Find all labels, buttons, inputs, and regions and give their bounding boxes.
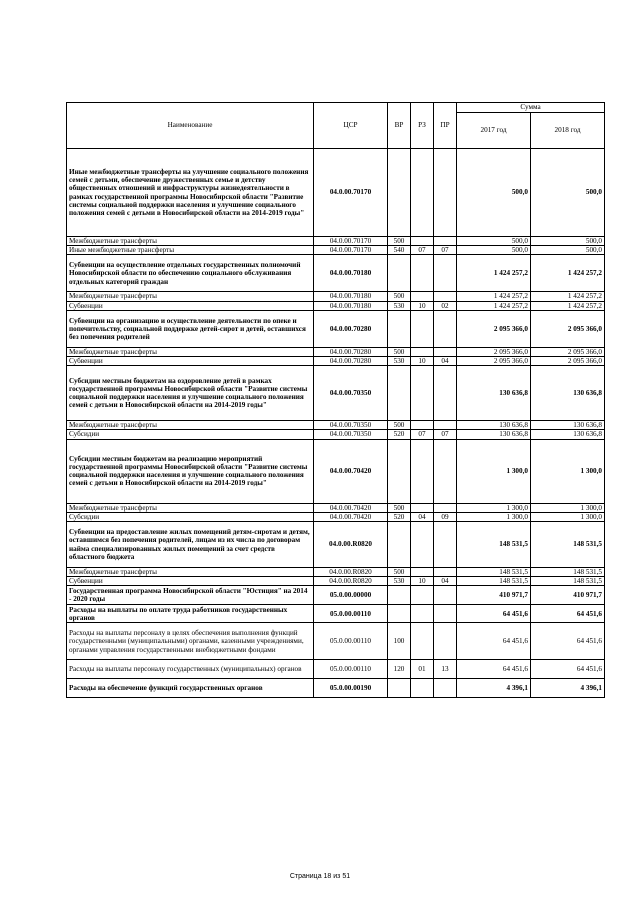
table-row [67,310,605,347]
cell-y2017: 1 424 257,2 [457,255,531,292]
table-row [67,255,605,292]
cell-pr [434,679,457,698]
cell-name: Субвенции [67,357,314,366]
cell-pr [434,292,457,301]
cell-name: Государственная программа Новосибирской области "Юстиция" на 2014 - 2020 годы [67,586,314,605]
cell-rz [411,310,434,347]
table-row [67,246,605,255]
cell-vr: 120 [388,660,411,679]
table-row [67,586,605,605]
cell-csr: 04.0.00.R0820 [314,522,388,568]
table-row [67,522,605,568]
cell-name: Субсидии местным бюджетам на оздоровление детей в рамках государственной программы Новосибирской области "Развитие системы социальной поддержки населения и улучшение социального положения семей с детьми в Новосибирской области на 2014-2019 годы" [67,366,314,421]
cell-csr: 04.0.00.70350 [314,421,388,430]
cell-pr: 07 [434,430,457,439]
cell-csr: 04.0.00.70170 [314,149,388,237]
cell-vr: 100 [388,623,411,660]
header-pr: ПР [434,103,457,149]
cell-vr [388,149,411,237]
cell-y2017: 64 451,6 [457,660,531,679]
table-row [67,421,605,430]
cell-rz [411,605,434,623]
cell-pr [434,237,457,246]
cell-rz: 04 [411,512,434,521]
cell-vr: 500 [388,347,411,356]
cell-y2017: 1 300,0 [457,503,531,512]
cell-y2017: 130 636,8 [457,430,531,439]
cell-name: Межбюджетные трансферты [67,503,314,512]
cell-y2017: 148 531,5 [457,577,531,586]
cell-y2018: 1 300,0 [531,512,605,521]
cell-y2018: 410 971,7 [531,586,605,605]
cell-pr [434,568,457,577]
cell-vr: 530 [388,577,411,586]
cell-y2017: 148 531,5 [457,522,531,568]
cell-pr [434,366,457,421]
cell-csr: 05.0.00.00110 [314,605,388,623]
cell-y2017: 1 424 257,2 [457,301,531,310]
cell-csr: 04.0.00.R0820 [314,568,388,577]
cell-csr: 04.0.00.70350 [314,430,388,439]
cell-name: Субвенции [67,577,314,586]
cell-y2017: 148 531,5 [457,568,531,577]
table-row [67,301,605,310]
cell-csr: 05.0.00.00110 [314,623,388,660]
cell-y2017: 130 636,8 [457,366,531,421]
cell-rz [411,237,434,246]
cell-vr: 500 [388,292,411,301]
header-sum: Сумма [457,103,605,113]
cell-y2018: 148 531,5 [531,568,605,577]
cell-csr: 05.0.00.00190 [314,679,388,698]
cell-rz: 01 [411,660,434,679]
cell-vr: 500 [388,568,411,577]
cell-rz: 10 [411,357,434,366]
cell-csr: 04.0.00.70280 [314,347,388,356]
cell-rz [411,366,434,421]
cell-rz [411,522,434,568]
cell-csr: 04.0.00.70180 [314,255,388,292]
cell-y2017: 2 095 366,0 [457,347,531,356]
cell-rz: 07 [411,430,434,439]
cell-pr [434,421,457,430]
cell-y2017: 130 636,8 [457,421,531,430]
cell-y2017: 2 095 366,0 [457,357,531,366]
cell-name: Расходы на обеспечение функций государственных органов [67,679,314,698]
cell-csr: 04.0.00.70180 [314,292,388,301]
cell-rz [411,623,434,660]
cell-name: Межбюджетные трансферты [67,568,314,577]
cell-y2018: 500,0 [531,149,605,237]
table-row [67,149,605,237]
cell-rz [411,347,434,356]
cell-y2018: 1 300,0 [531,439,605,503]
cell-y2017: 1 300,0 [457,439,531,503]
table-row [67,568,605,577]
cell-vr [388,310,411,347]
cell-csr: 04.0.00.R0820 [314,577,388,586]
cell-y2018: 148 531,5 [531,577,605,586]
cell-pr: 04 [434,577,457,586]
cell-name: Иные межбюджетные трансферты на улучшение социального положения семей с детьми, обеспечение дружественных семье и детству общественных отношений и инфраструктуры жизнедеятельности в рамках государственной программы Новосибирской области "Развитие системы социальной поддержки населения и улучшение социального положения семей с детьми в Новосибирской области на 2014-2019 годы" [67,149,314,237]
cell-pr [434,623,457,660]
cell-csr: 04.0.00.70420 [314,512,388,521]
cell-y2018: 2 095 366,0 [531,357,605,366]
cell-name: Субвенции на осуществление отдельных государственных полномочий Новосибирской области по обеспечению социального обслуживания отдельных категорий граждан [67,255,314,292]
cell-y2017: 500,0 [457,149,531,237]
table-row [67,292,605,301]
cell-y2018: 500,0 [531,237,605,246]
table-row [67,503,605,512]
cell-vr: 530 [388,357,411,366]
cell-name: Межбюджетные трансферты [67,292,314,301]
cell-y2017: 2 095 366,0 [457,310,531,347]
cell-name: Межбюджетные трансферты [67,237,314,246]
cell-name: Субвенции на предоставление жилых помещений детям-сиротам и детям, оставшимся без попечения родителей, лицам из их числа по договорам найма специализированных жилых помещений за счет средств областного бюджета [67,522,314,568]
cell-y2018: 130 636,8 [531,430,605,439]
cell-csr: 04.0.00.70420 [314,439,388,503]
cell-y2018: 2 095 366,0 [531,347,605,356]
cell-vr [388,586,411,605]
header-2017: 2017 год [457,113,531,149]
cell-csr: 04.0.00.70420 [314,503,388,512]
cell-pr [434,439,457,503]
cell-rz: 10 [411,301,434,310]
cell-y2017: 4 396,1 [457,679,531,698]
cell-vr: 530 [388,301,411,310]
cell-rz [411,568,434,577]
cell-rz [411,503,434,512]
cell-pr [434,605,457,623]
header-rz: РЗ [411,103,434,149]
cell-name: Расходы на выплаты персоналу государственных (муниципальных) органов [67,660,314,679]
cell-pr [434,503,457,512]
cell-csr: 04.0.00.70280 [314,357,388,366]
cell-name: Расходы на выплаты по оплате труда работников государственных органов [67,605,314,623]
cell-name: Расходы на выплаты персоналу в целях обеспечения выполнения функций государственными (муниципальными) органами, казенными учреждениями, органами управления государственными внебюджетными фондами [67,623,314,660]
page-number: Страница 18 из 51 [289,873,351,880]
cell-rz [411,421,434,430]
cell-vr: 540 [388,246,411,255]
cell-y2018: 148 531,5 [531,522,605,568]
cell-csr: 05.0.00.00000 [314,586,388,605]
cell-rz [411,439,434,503]
table-body [67,149,605,698]
cell-vr [388,522,411,568]
table-row [67,577,605,586]
cell-y2018: 1 424 257,2 [531,255,605,292]
cell-y2018: 130 636,8 [531,366,605,421]
cell-pr: 13 [434,660,457,679]
cell-vr: 520 [388,430,411,439]
cell-name: Межбюджетные трансферты [67,421,314,430]
cell-y2017: 1 424 257,2 [457,292,531,301]
cell-vr [388,255,411,292]
cell-pr [434,586,457,605]
table-row [67,430,605,439]
cell-pr [434,522,457,568]
cell-csr: 04.0.00.70350 [314,366,388,421]
cell-y2018: 64 451,6 [531,660,605,679]
cell-y2018: 1 300,0 [531,503,605,512]
cell-pr [434,255,457,292]
cell-rz: 07 [411,246,434,255]
cell-name: Субвенции [67,301,314,310]
cell-name: Межбюджетные трансферты [67,347,314,356]
cell-y2018: 1 424 257,2 [531,301,605,310]
cell-vr: 500 [388,421,411,430]
table-row [67,679,605,698]
table-header-row [67,103,605,113]
cell-rz [411,149,434,237]
cell-vr [388,366,411,421]
cell-y2017: 500,0 [457,246,531,255]
table-row [67,623,605,660]
table-row [67,660,605,679]
table-row [67,366,605,421]
cell-pr: 02 [434,301,457,310]
header-2018: 2018 год [531,113,605,149]
cell-vr [388,439,411,503]
cell-pr [434,347,457,356]
table-row [67,237,605,246]
cell-csr: 05.0.00.00110 [314,660,388,679]
table-row [67,605,605,623]
cell-name: Субвенции на организацию и осуществление деятельности по опеке и попечительству, социальной поддержке детей-сирот и детей, оставшихся без попечения родителей [67,310,314,347]
cell-y2017: 1 300,0 [457,512,531,521]
cell-y2017: 64 451,6 [457,605,531,623]
cell-y2017: 500,0 [457,237,531,246]
budget-table [66,102,605,698]
cell-pr: 09 [434,512,457,521]
cell-y2018: 2 095 366,0 [531,310,605,347]
cell-pr [434,310,457,347]
cell-vr: 520 [388,512,411,521]
cell-csr: 04.0.00.70280 [314,310,388,347]
cell-rz [411,679,434,698]
cell-vr [388,679,411,698]
cell-y2018: 4 396,1 [531,679,605,698]
cell-name: Субсидии [67,512,314,521]
cell-name: Иные межбюджетные трансферты [67,246,314,255]
header-name: Наименование [67,103,314,149]
header-csr: ЦСР [314,103,388,149]
cell-name: Субсидии [67,430,314,439]
cell-pr: 07 [434,246,457,255]
cell-csr: 04.0.00.70170 [314,246,388,255]
cell-y2018: 1 424 257,2 [531,292,605,301]
cell-rz: 10 [411,577,434,586]
cell-vr [388,605,411,623]
cell-y2018: 500,0 [531,246,605,255]
table-row [67,347,605,356]
cell-rz [411,255,434,292]
budget-table-container [66,102,604,698]
cell-y2018: 130 636,8 [531,421,605,430]
cell-y2017: 64 451,6 [457,623,531,660]
cell-rz [411,292,434,301]
cell-pr: 04 [434,357,457,366]
cell-rz [411,586,434,605]
table-row [67,512,605,521]
header-vr: ВР [388,103,411,149]
cell-y2017: 410 971,7 [457,586,531,605]
cell-vr: 500 [388,503,411,512]
cell-name: Субсидии местным бюджетам на реализацию мероприятий государственной программы Новосибирской области "Развитие системы социальной поддержки населения и улучшение социального положения семей с детьми в Новосибирской области на 2014-2019 годы" [67,439,314,503]
table-row [67,357,605,366]
cell-csr: 04.0.00.70180 [314,301,388,310]
cell-y2018: 64 451,6 [531,623,605,660]
table-row [67,439,605,503]
cell-pr [434,149,457,237]
cell-y2018: 64 451,6 [531,605,605,623]
cell-csr: 04.0.00.70170 [314,237,388,246]
cell-vr: 500 [388,237,411,246]
